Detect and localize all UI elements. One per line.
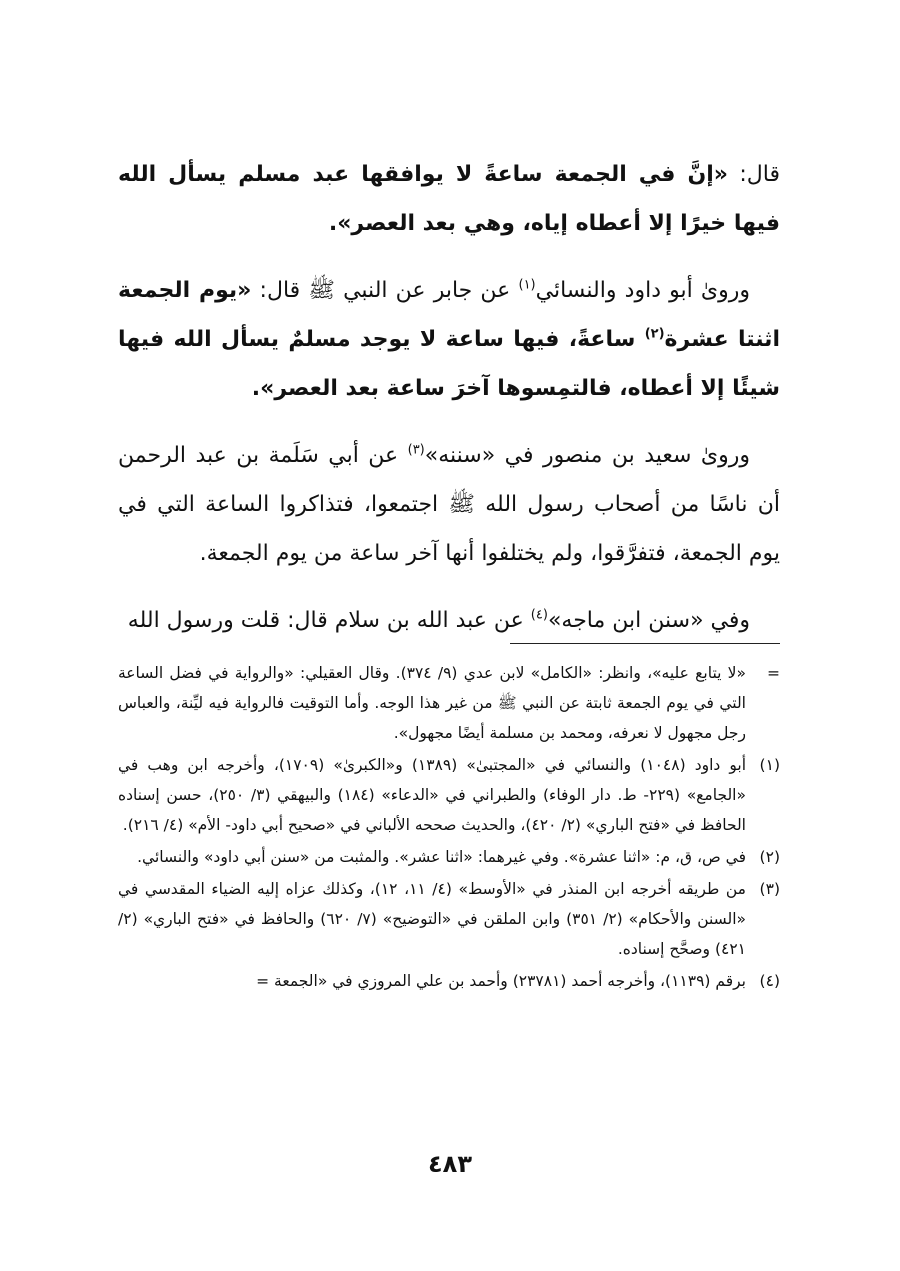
hadith-quote-2b: ساعةً، فيها ساعة لا يوجد مسلمٌ يسأل الله فيها شيئًا إلا أعطاه، فالتمِسوها آخرَ ساعة بعد العصر».: [118, 327, 780, 401]
footnote-number: (٤): [759, 972, 780, 990]
footnote-number: (٣): [759, 880, 780, 898]
footnotes: [118, 658, 780, 998]
footnote-ref-2[interactable]: (٢): [644, 326, 665, 342]
footnote-3: [118, 874, 780, 964]
paragraph-1: [118, 150, 780, 248]
paragraph-4-tail: عن عبد الله بن سلام قال: قلت ورسول الله: [127, 608, 531, 633]
paragraph-3-tail: عن أبي سَلَمة بن عبد الرحمن أن ناسًا من أصحاب رسول الله ﷺ اجتمعوا، فتذاكروا الساعة التي في يوم الجمعة، فتفرَّقوا، ولم يختلفوا أنها آخر ساعة من يوم الجمعة.: [118, 443, 780, 566]
footnote-text: أبو داود (١٠٤٨) والنسائي في «المجتبىٰ» (١٣٨٩) و«الكبرىٰ» (١٧٠٩)، وأخرجه ابن وهب في «الجامع» (٢٢٩- ط. دار الوفاء) والطبراني في «الدعاء» (١٨٤) والبيهقي (٣/ ٢٥٠)، حسن إسناده الحافظ في «فتح الباري» (٢/ ٤٢٠)، والحديث صححه الألباني في «صحيح أبي داود- الأم» (٤/ ٢١٦).: [118, 756, 747, 834]
footnote-ref-3[interactable]: (٣): [407, 442, 425, 458]
paragraph-3: [118, 431, 780, 578]
paragraph-1-lead: قال:: [728, 162, 780, 187]
footnote-4: [118, 966, 780, 996]
footnote-continuation: [118, 658, 780, 748]
footnote-text: «لا يتابع عليه»، وانظر: «الكامل» لابن عدي (٩/ ٣٧٤). وقال العقيلي: «والرواية في فضل الساعة التي في يوم الجمعة ثابتة عن النبي ﷺ من غير هذا الوجه. وأما التوقيت فالرواية فيه ليِّنة، والعباس رجل مجهول لا نعرفه، ومحمد بن مسلمة أيضًا مجهول».: [118, 664, 747, 742]
footnote-marker: =: [767, 664, 780, 682]
paragraph-3-lead: وروىٰ سعيد بن منصور في «سننه»: [424, 443, 750, 468]
footnote-ref-1[interactable]: (١): [518, 277, 536, 293]
paragraph-2-lead: وروىٰ أبو داود والنسائي: [535, 278, 751, 303]
footnote-text: في ص، ق، م: «اثنا عشرة». وفي غيرهما: «اثنا عشر». والمثبت من «سنن أبي داود» والنسائي.: [137, 848, 746, 866]
paragraph-4: [118, 596, 780, 645]
footnote-text: من طريقه أخرجه ابن المنذر في «الأوسط» (٤/ ١١، ١٢)، وكذلك عزاه إليه الضياء المقدسي في «السنن والأحكام» (٢/ ٣٥١) وابن الملقن في «التوضيح» (٧/ ٦٢٠) والحافظ في «فتح الباري» (٢/ ٤٢١) وصحَّح إسناده.: [118, 880, 747, 958]
footnote-ref-4[interactable]: (٤): [530, 607, 548, 623]
paragraph-2: [118, 266, 780, 413]
hadith-quote-1: «إنَّ في الجمعة ساعةً لا يوافقها عبد مسلم يسأل الله فيها خيرًا إلا أعطاه إياه، وهي بعد العصر».: [118, 162, 780, 236]
footnote-number: (١): [759, 756, 780, 774]
footnote-number: (٢): [759, 848, 780, 866]
paragraph-4-lead: وفي «سنن ابن ماجه»: [547, 608, 750, 633]
footnote-2: [118, 842, 780, 872]
footnote-text: برقم (١١٣٩)، وأخرجه أحمد (٢٣٧٨١) وأحمد بن علي المروزي في «الجمعة =: [256, 972, 746, 990]
main-text: [118, 150, 780, 663]
hadith-quote-2a: «يوم الجمعة اثنتا عشرة: [118, 278, 780, 352]
footnote-1: [118, 750, 780, 840]
footnote-separator: [510, 643, 780, 644]
paragraph-2-mid: عن جابر عن النبي ﷺ قال:: [251, 278, 519, 303]
page-number: ٤٨٣: [428, 1150, 472, 1178]
